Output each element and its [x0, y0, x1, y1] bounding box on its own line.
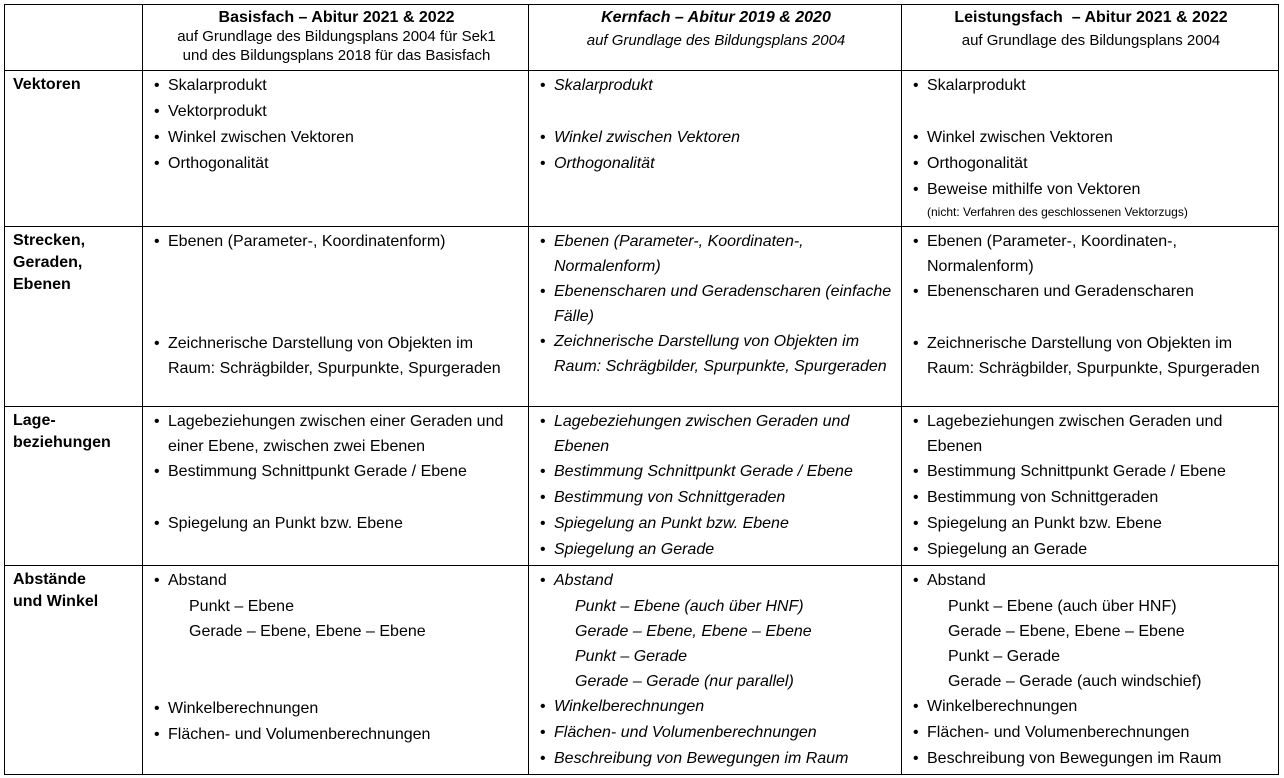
list-subitem: Punkt – Ebene (auch über HNF): [575, 598, 804, 615]
list-item: • Winkelberechnungen: [537, 694, 895, 720]
header-leistungsfach: Leistungsfach – Abitur 2021 & 2022 auf Grundlage des Bildungsplans 2004: [902, 5, 1279, 71]
header-kernfach: Kernfach – Abitur 2019 & 2020 auf Grundlage des Bildungsplans 2004: [529, 5, 902, 71]
list-item: • Beschreibung von Bewegungen im Raum: [537, 746, 895, 772]
leistung-cell: [902, 227, 1279, 407]
list-item: • Beschreibung von Bewegungen im Raum: [910, 746, 1272, 772]
list-item: • Lagebeziehungen zwischen Geraden und Ebenen: [910, 409, 1272, 459]
row-label: Abstände und Winkel: [5, 566, 143, 775]
list-note: (nicht: Verfahren des geschlossenen Vektorzugs): [927, 205, 1188, 219]
list-item: • Ebenen (Parameter-, Koordinaten-, Normalenform): [537, 229, 895, 279]
list-item: • Bestimmung von Schnittgeraden: [537, 485, 895, 511]
basis-cell: [143, 71, 529, 227]
leistung-cell: [902, 71, 1279, 227]
list-item: • Skalarprodukt: [910, 73, 1272, 99]
list-item: • Abstand: [151, 568, 522, 594]
header-empty-cell: [5, 5, 143, 71]
list-item: • Winkelberechnungen: [151, 696, 522, 722]
leistung-cell: [902, 407, 1279, 566]
list-item: • Ebenen (Parameter-, Koordinatenform): [151, 229, 522, 255]
list-item: • Spiegelung an Gerade: [537, 537, 895, 563]
list-subitem: Gerade – Gerade (nur parallel): [575, 673, 794, 690]
list-item: • Abstand: [537, 568, 895, 594]
basis-cell: [143, 407, 529, 566]
list-item: • Bestimmung von Schnittgeraden: [910, 485, 1272, 511]
list-item: • Ebenen (Parameter-, Koordinaten-, Normalenform): [910, 229, 1272, 279]
list-subitem: Punkt – Ebene (auch über HNF): [948, 598, 1177, 615]
list-item: • Spiegelung an Punkt bzw. Ebene: [537, 511, 895, 537]
list-item: • Zeichnerische Darstellung von Objekten im Raum: Schrägbilder, Spurpunkte, Spurgeraden: [910, 331, 1272, 381]
list-item: • Flächen- und Volumenberechnungen: [910, 720, 1272, 746]
list-subitem: Gerade – Ebene, Ebene – Ebene: [948, 623, 1185, 640]
row-abstaende: [5, 566, 1279, 775]
list-item: • Winkel zwischen Vektoren: [537, 125, 895, 151]
list-subitem: Gerade – Ebene, Ebene – Ebene: [575, 623, 812, 640]
row-lagebeziehungen: [5, 407, 1279, 566]
list-item: • Ebenenscharen und Geradenscharen: [910, 279, 1272, 305]
list-item: • Beweise mithilfe von Vektoren: [910, 177, 1272, 203]
list-item: • Winkelberechnungen: [910, 694, 1272, 720]
list-item: • Winkel zwischen Vektoren: [151, 125, 522, 151]
row-strecken: [5, 227, 1279, 407]
header-basisfach: Basisfach – Abitur 2021 & 2022 auf Grundlage des Bildungsplans 2004 für Sek1 und des Bildungsplans 2018 für das Basisfach: [143, 5, 529, 71]
list-item: • Lagebeziehungen zwischen Geraden und Ebenen: [537, 409, 895, 459]
list-item: • Spiegelung an Punkt bzw. Ebene: [910, 511, 1272, 537]
list-item: • Winkel zwischen Vektoren: [910, 125, 1272, 151]
basis-cell: [143, 227, 529, 407]
kern-cell: [529, 227, 902, 407]
list-item: • Flächen- und Volumenberechnungen: [151, 722, 522, 748]
list-item: • Skalarprodukt: [151, 73, 522, 99]
list-subitem: Gerade – Gerade (auch windschief): [948, 673, 1202, 690]
leistung-cell: [902, 566, 1279, 775]
kern-cell: [529, 407, 902, 566]
list-subitem: Punkt – Ebene: [189, 598, 294, 615]
list-item: • Flächen- und Volumenberechnungen: [537, 720, 895, 746]
kern-cell: [529, 71, 902, 227]
list-subitem: Gerade – Ebene, Ebene – Ebene: [189, 623, 426, 640]
list-subitem: Punkt – Gerade: [948, 648, 1061, 665]
list-item: • Zeichnerische Darstellung von Objekten im Raum: Schrägbilder, Spurpunkte, Spurgeraden: [151, 331, 522, 381]
list-item: • Skalarprodukt: [537, 73, 895, 99]
list-item: • Lagebeziehungen zwischen einer Geraden und einer Ebene, zwischen zwei Ebenen: [151, 409, 522, 459]
row-label: Lage- beziehungen: [5, 407, 143, 566]
header-row: [5, 5, 1279, 71]
list-subitem: Punkt – Gerade: [575, 648, 688, 665]
row-label: Vektoren: [5, 71, 143, 227]
kern-cell: [529, 566, 902, 775]
list-item: • Orthogonalität: [910, 151, 1272, 177]
list-item: • Orthogonalität: [537, 151, 895, 177]
list-item: • Spiegelung an Punkt bzw. Ebene: [151, 511, 522, 537]
list-item: • Bestimmung Schnittpunkt Gerade / Ebene: [910, 459, 1272, 485]
row-vektoren: [5, 71, 1279, 227]
list-item: • Bestimmung Schnittpunkt Gerade / Ebene: [537, 459, 895, 485]
list-item: • Bestimmung Schnittpunkt Gerade / Ebene: [151, 459, 522, 485]
list-item: • Spiegelung an Gerade: [910, 537, 1272, 563]
list-item: • Zeichnerische Darstellung von Objekten im Raum: Schrägbilder, Spurpunkte, Spurgeraden: [537, 329, 895, 379]
list-item: • Vektorprodukt: [151, 99, 522, 125]
list-item: • Abstand: [910, 568, 1272, 594]
basis-cell: [143, 566, 529, 775]
row-label: Strecken, Geraden, Ebenen: [5, 227, 143, 407]
list-item: • Ebenenscharen und Geradenscharen (einfache Fälle): [537, 279, 895, 329]
list-item: • Orthogonalität: [151, 151, 522, 177]
curriculum-comparison-table: [4, 4, 1279, 775]
